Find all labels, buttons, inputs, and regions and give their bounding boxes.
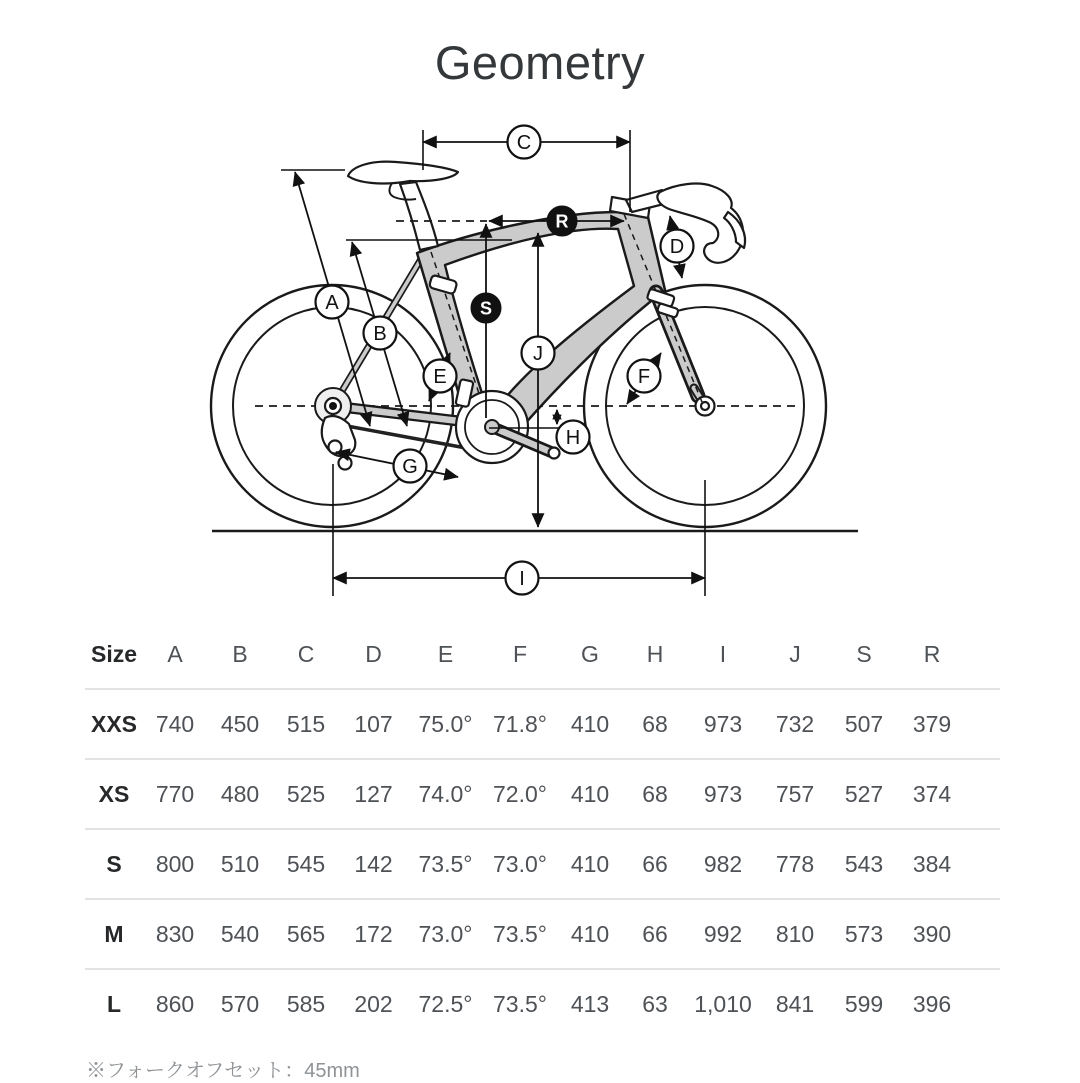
rear-derailleur <box>322 416 356 470</box>
cell-XS-D: 127 <box>354 780 393 807</box>
row-spacer <box>967 759 1000 829</box>
col-header-S: S <box>856 640 872 667</box>
cell-XS-F: 72.0° <box>493 780 547 807</box>
col-header-J: J <box>789 640 801 667</box>
cell-L-A: 860 <box>155 990 195 1017</box>
col-header-A: A <box>167 640 183 667</box>
geometry-table <box>85 620 1000 1038</box>
cell-L-J: 841 <box>775 990 815 1017</box>
cell-M-I: 992 <box>703 920 743 947</box>
col-header-H: H <box>646 640 664 667</box>
cell-XS-G: 410 <box>570 780 610 807</box>
cell-L-H: 63 <box>642 990 668 1017</box>
cell-S-I: 982 <box>703 850 743 877</box>
label-letter-A: A <box>325 292 339 314</box>
table-row-M <box>85 899 1000 969</box>
cell-XS-J: 757 <box>775 780 815 807</box>
cell-XXS-I: 973 <box>703 710 743 737</box>
cell-M-C: 565 <box>286 920 326 947</box>
cell-XXS-H: 68 <box>642 710 668 737</box>
row-size-label: S <box>106 850 122 877</box>
col-header-E: E <box>437 640 454 667</box>
table-header-row <box>85 620 1000 689</box>
cell-S-S: 543 <box>844 850 884 877</box>
label-letter-H: H <box>565 427 581 449</box>
cell-M-B: 540 <box>220 920 260 947</box>
cell-XXS-J: 732 <box>775 710 815 737</box>
cell-L-S: 599 <box>844 990 884 1017</box>
table-row-XS <box>85 759 1000 829</box>
label-letter-E: E <box>433 366 447 388</box>
col-header-C: C <box>297 640 315 667</box>
row-size-label: XS <box>98 780 130 807</box>
row-size-label: M <box>104 920 124 947</box>
cell-XS-A: 770 <box>155 780 195 807</box>
row-spacer <box>967 969 1000 1038</box>
cell-S-H: 66 <box>642 850 668 877</box>
cell-XXS-D: 107 <box>354 710 393 737</box>
label-letter-I: I <box>519 568 525 590</box>
cell-XXS-E: 75.0° <box>418 710 473 737</box>
cell-XS-E: 74.0° <box>418 780 473 807</box>
table-row-XXS <box>85 689 1000 759</box>
label-letter-J: J <box>533 343 543 365</box>
cell-L-B: 570 <box>220 990 260 1017</box>
cell-XXS-R: 379 <box>912 710 952 737</box>
label-letter-F: F <box>637 366 651 388</box>
cell-XS-I: 973 <box>703 780 743 807</box>
table-row-L <box>85 969 1000 1038</box>
col-header-I: I <box>719 640 727 667</box>
table-row-S <box>85 829 1000 899</box>
col-header-R: R <box>923 640 941 667</box>
cell-L-C: 585 <box>286 990 326 1017</box>
label-letter-B: B <box>373 323 387 345</box>
cell-S-C: 545 <box>286 850 326 877</box>
cell-XXS-C: 515 <box>286 710 326 737</box>
cell-M-D: 172 <box>354 920 393 947</box>
row-spacer <box>967 899 1000 969</box>
row-spacer <box>967 829 1000 899</box>
page-title: Geometry <box>434 36 646 90</box>
label-letter-S: S <box>479 298 493 319</box>
cell-S-F: 73.0° <box>493 850 547 877</box>
cell-XS-S: 527 <box>844 780 884 807</box>
cell-XS-R: 374 <box>912 780 952 807</box>
cell-M-J: 810 <box>775 920 815 947</box>
cell-XS-C: 525 <box>286 780 326 807</box>
col-header-D: D <box>365 640 382 667</box>
cell-XXS-B: 450 <box>220 710 260 737</box>
header-spacer <box>967 620 1000 689</box>
cell-S-R: 384 <box>912 850 952 877</box>
col-header-G: G <box>581 640 599 667</box>
cell-S-D: 142 <box>354 850 393 877</box>
label-letter-D: D <box>669 236 685 258</box>
cell-L-I: 1,010 <box>694 990 752 1017</box>
row-spacer <box>967 689 1000 759</box>
cell-S-B: 510 <box>220 850 260 877</box>
cell-S-J: 778 <box>775 850 815 877</box>
cell-L-D: 202 <box>354 990 393 1017</box>
col-header-B: B <box>232 640 248 667</box>
cell-S-A: 800 <box>155 850 195 877</box>
col-header-F: F <box>512 640 528 667</box>
rear-axle <box>329 402 337 410</box>
cell-XS-B: 480 <box>220 780 260 807</box>
cell-M-G: 410 <box>570 920 610 947</box>
row-size-label: XXS <box>90 710 138 737</box>
cell-L-F: 73.5° <box>493 990 547 1017</box>
cell-XXS-G: 410 <box>570 710 610 737</box>
cell-XXS-F: 71.8° <box>493 710 547 737</box>
label-letter-R: R <box>555 211 569 232</box>
saddle <box>348 162 458 184</box>
cell-M-E: 73.0° <box>418 920 473 947</box>
col-header-size: Size <box>90 640 138 667</box>
fork-offset-footnote: ※フォークオフセット：45mm <box>86 1060 360 1082</box>
cell-M-S: 573 <box>844 920 884 947</box>
label-letter-G: G <box>402 456 418 478</box>
front-hub <box>696 397 715 416</box>
cell-XXS-A: 740 <box>155 710 195 737</box>
row-size-label: L <box>106 990 122 1017</box>
cell-L-R: 396 <box>912 990 952 1017</box>
cell-M-H: 66 <box>642 920 668 947</box>
cell-S-G: 410 <box>570 850 610 877</box>
label-letter-C: C <box>516 132 532 154</box>
cell-S-E: 73.5° <box>418 850 473 877</box>
cell-L-G: 413 <box>570 990 610 1017</box>
cell-M-A: 830 <box>155 920 195 947</box>
cell-XS-H: 68 <box>642 780 668 807</box>
cell-XXS-S: 507 <box>844 710 884 737</box>
cell-M-F: 73.5° <box>493 920 547 947</box>
cell-L-E: 72.5° <box>418 990 473 1017</box>
cell-M-R: 390 <box>912 920 952 947</box>
